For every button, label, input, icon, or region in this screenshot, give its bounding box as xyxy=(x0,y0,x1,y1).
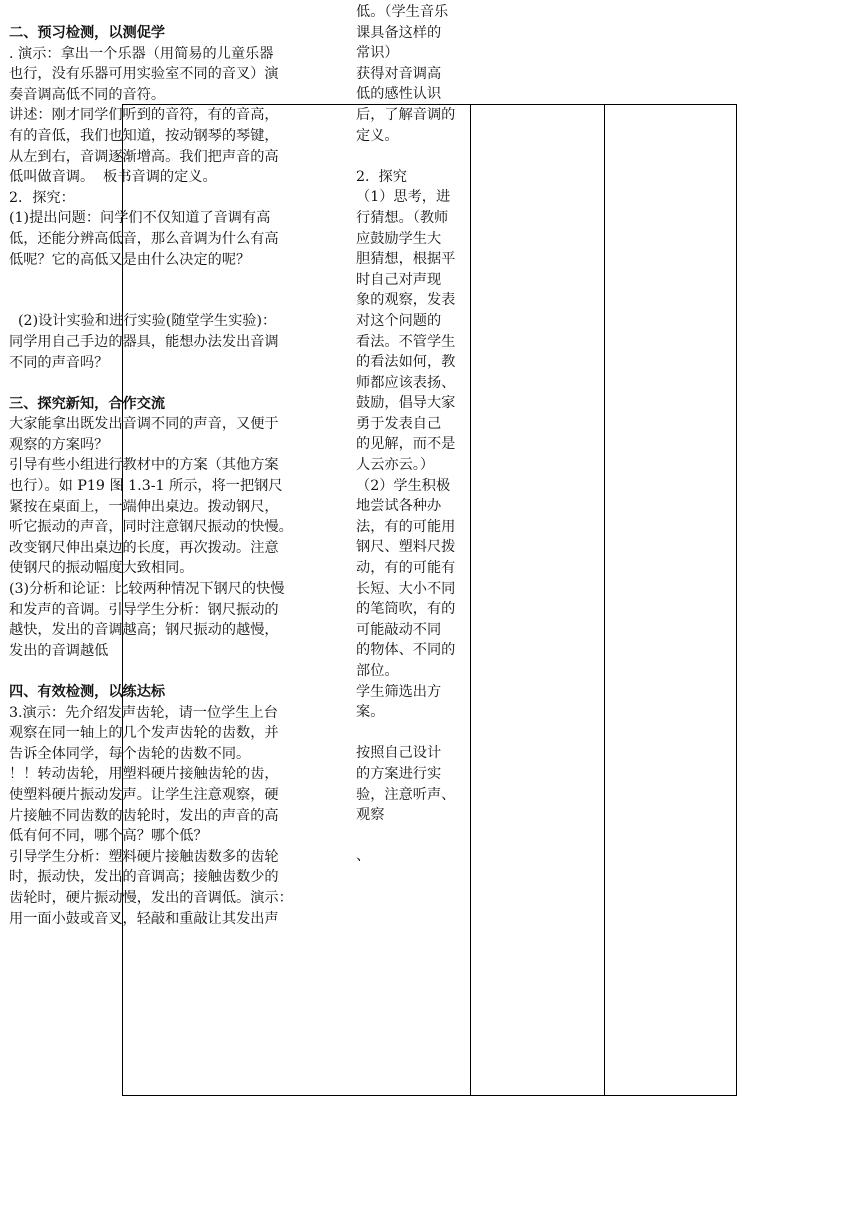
process-line xyxy=(9,661,343,682)
process-line: 奏音调高低不同的音符。 xyxy=(9,86,166,103)
process-line: 讲述：刚才同学们听到的音符，有的音高， xyxy=(9,107,279,124)
process-line: . 演示：拿出一个乐器（用简易的儿童乐器 xyxy=(9,45,274,62)
student-activity-line: 后，了解音调的 xyxy=(356,106,456,123)
student-activity-text xyxy=(356,2,480,867)
process-line xyxy=(9,291,343,312)
process-line: 从左到右，音调逐渐增高。我们把声音的高 xyxy=(9,148,279,165)
student-activity-line: 象的观察，发表 xyxy=(356,292,456,309)
process-line: 越快，发出的音调越高；钢尺振动的越慢， xyxy=(9,622,279,639)
process-line xyxy=(9,373,343,394)
process-line: (1)提出问题：问学们不仅知道了音调有高 xyxy=(9,210,271,227)
student-activity-line: 获得对音调高 xyxy=(356,65,442,82)
process-line: 有的音低，我们也知道，按动钢琴的琴键， xyxy=(9,127,279,144)
process-line: (2)设计实验和进行实验(随堂学生实验)： xyxy=(9,313,277,330)
student-activity-line: 定义。 xyxy=(356,127,399,144)
student-activity-line: 法，有的可能用 xyxy=(356,518,456,535)
process-line: 观察的方案吗？ xyxy=(9,436,109,453)
process-line xyxy=(9,270,343,291)
student-activity-line: （1）思考，进 xyxy=(356,189,451,206)
process-line: 齿轮时，硬片振动慢，发出的音调低。演示： xyxy=(9,889,293,906)
student-activity-line: 鼓励，倡导大家 xyxy=(356,395,456,412)
student-activity-line: 常识） xyxy=(356,45,399,62)
student-activity-line: 的方案进行实 xyxy=(356,765,442,782)
process-line: 告诉全体同学，每个齿轮的齿数不同。 xyxy=(9,745,251,762)
process-line: 紧按在桌面上，一端伸出桌边。拨动钢尺， xyxy=(9,498,279,515)
student-activity-line: 看法。不管学生 xyxy=(356,333,456,350)
teaching-process-text xyxy=(9,23,343,929)
student-activity-line: 的见解，而不是 xyxy=(356,436,456,453)
process-line: 也行）。如 P19 图 1.3-1 所示，将一把钢尺 xyxy=(9,478,283,495)
student-activity-line: 人云亦云。） xyxy=(356,457,435,474)
section-heading: 四、有效检测，以练达标 xyxy=(9,684,166,700)
process-line: (3)分析和论证：比较两种情况下钢尺的快慢 xyxy=(9,581,285,598)
student-activity-line xyxy=(356,146,480,167)
student-activity-line: 应鼓励学生大 xyxy=(356,230,442,247)
student-activity-line: 部位。 xyxy=(356,663,399,679)
process-line: 发出的音调越低 xyxy=(9,642,109,659)
student-activity-line: 观察 xyxy=(356,807,385,824)
process-line: 时，振动快，发出的音调高；接触齿数少的 xyxy=(9,869,279,886)
student-activity-line: 课具备这样的 xyxy=(356,24,442,41)
student-activity-line: 师都应该表扬、 xyxy=(356,374,456,391)
process-line: 使钢尺的振动幅度大致相同。 xyxy=(9,560,194,577)
student-activity-line: 可能敲动不同 xyxy=(356,621,442,638)
student-activity-line xyxy=(356,723,480,744)
process-line: 低，还能分辨高低音，那么音调为什么有高 xyxy=(9,230,279,247)
process-line: 低呢？它的高低又是由什么决定的呢？ xyxy=(9,251,251,268)
student-activity-line: 的笔筒吹，有的 xyxy=(356,601,456,618)
process-line: 也行，没有乐器可用实验室不同的音叉）演 xyxy=(9,66,279,83)
student-activity-line: 学生筛选出方 xyxy=(356,683,442,700)
process-line: 用一面小鼓或音叉，轻敲和重敲让其发出声 xyxy=(9,910,279,927)
student-activity-line: 勇于发表自己 xyxy=(356,415,442,432)
student-activity-line: 按照自己设计 xyxy=(356,745,442,762)
section-heading: 三、探究新知，合作交流 xyxy=(9,395,166,412)
process-line: 和发声的音调。引导学生分析：钢尺振动的 xyxy=(9,601,279,618)
process-line: 低有何不同，哪个高？哪个低？ xyxy=(9,828,208,845)
student-activity-line: 2. 探究 xyxy=(356,168,407,185)
process-line: 改变钢尺伸出桌边的长度，再次拨动。注意 xyxy=(9,539,279,556)
student-activity-line: 、 xyxy=(356,848,371,865)
process-line: 观察在同一轴上的几个发声齿轮的齿数，并 xyxy=(9,725,279,742)
student-activity-line xyxy=(356,826,480,847)
section-heading: 二、预习检测，以测促学 xyxy=(9,25,166,41)
student-activity-line: 的看法如何，教 xyxy=(356,354,456,371)
process-line: 引导有些小组进行教材中的方案（其他方案 xyxy=(9,457,279,474)
process-line: 同学用自己手边的器具，能想办法发出音调 xyxy=(9,333,279,350)
process-line: 引导学生分析：塑料硬片接触齿数多的齿轮 xyxy=(9,848,279,865)
student-activity-line: 钢尺、塑料尺拨 xyxy=(356,539,456,556)
student-activity-line: 胆猜想，根据平 xyxy=(356,251,456,268)
student-activity-line: 对这个问题的 xyxy=(356,312,442,329)
process-line: 大家能拿出既发出音调不同的声音，又便于 xyxy=(9,416,279,433)
process-line: 低叫做音调。 板书音调的定义。 xyxy=(9,169,217,186)
student-activity-line: 地尝试各种办 xyxy=(356,498,442,515)
process-line: 3.演示：先介绍发声齿轮，请一位学生上台 xyxy=(9,704,278,721)
student-activity-cell xyxy=(471,105,605,1095)
student-activity-line: 时自己对声现 xyxy=(356,271,442,288)
student-activity-line: 案。 xyxy=(356,704,385,721)
student-activity-line: 行猜想。（教师 xyxy=(356,209,449,226)
student-activity-line: 低。（学生音乐 xyxy=(356,4,449,20)
process-line: 2．探究： xyxy=(9,189,75,206)
student-activity-line: 验，注意听声、 xyxy=(356,786,456,803)
notes-cell xyxy=(605,105,736,1095)
student-activity-line: （2）学生积极 xyxy=(356,477,451,494)
process-line: 不同的声音吗？ xyxy=(9,354,109,371)
process-line: 片接触不同齿数的齿轮时，发出的声音的高 xyxy=(9,807,279,824)
process-line: ！！转动齿轮，用塑料硬片接触齿轮的齿， xyxy=(9,766,279,783)
student-activity-line: 长短、大小不同 xyxy=(356,580,456,597)
student-activity-line: 动，有的可能有 xyxy=(356,560,456,577)
student-activity-line: 低的感性认识 xyxy=(356,86,442,103)
process-line: 听它振动的声音，同时注意钢尺振动的快慢。 xyxy=(9,519,293,536)
process-line: 使塑料硬片振动发声。让学生注意观察，硬 xyxy=(9,786,279,803)
student-activity-line: 的物体、不同的 xyxy=(356,642,456,659)
